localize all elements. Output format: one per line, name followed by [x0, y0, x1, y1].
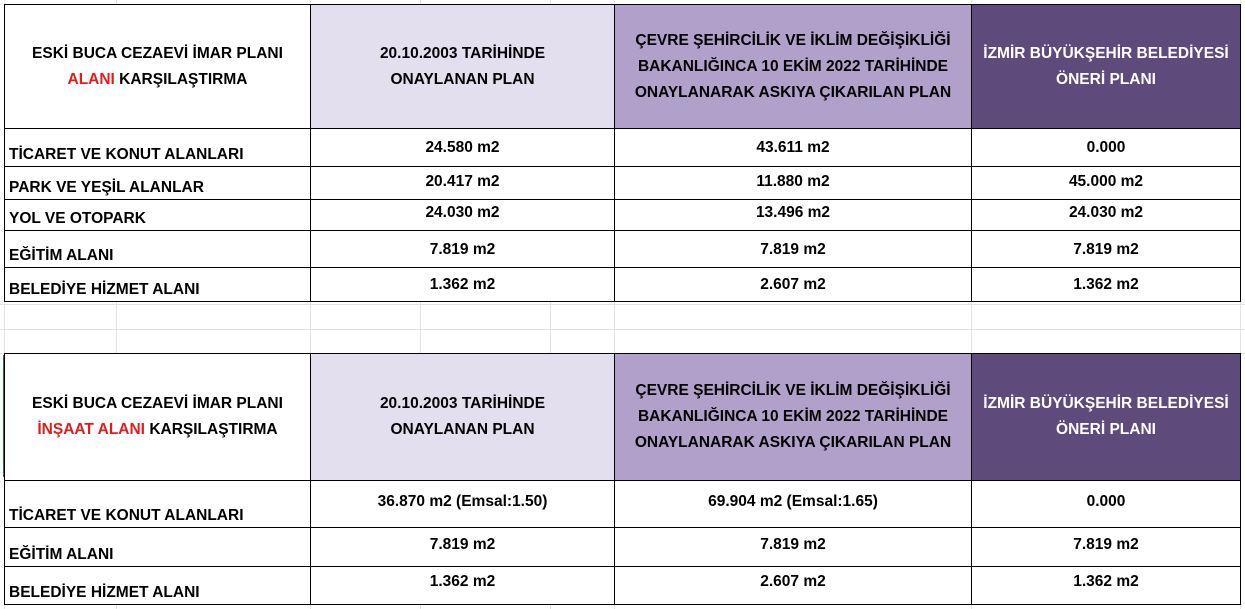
row-label: BELEDİYE HİZMET ALANI [9, 584, 200, 601]
row-label: TİCARET VE KONUT ALANLARI [9, 507, 244, 524]
table-row [5, 167, 1241, 200]
header-row [5, 354, 1241, 481]
value-cell[interactable]: 43.611 m2 [615, 129, 972, 167]
value-cell[interactable]: 7.819 m2 [972, 528, 1241, 567]
header-label: 20.10.2003 TARİHİNDE ONAYLANAN PLAN [379, 395, 546, 438]
value-cell[interactable]: 0.000 [972, 481, 1241, 528]
value-cell[interactable]: 24.030 m2 [972, 200, 1241, 231]
title-text: ESKİ BUCA CEZAEVİ İMAR PLANI [32, 44, 283, 62]
header-izmir-plan[interactable] [972, 354, 1241, 481]
row-label-cell[interactable] [5, 268, 311, 302]
header-ministry-plan[interactable] [615, 354, 972, 481]
row-label: YOL VE OTOPARK [9, 210, 146, 227]
value-cell[interactable]: 45.000 m2 [972, 167, 1241, 200]
title-highlight: İNŞAAT ALANI [37, 421, 145, 438]
row-label-cell[interactable] [5, 481, 311, 528]
value-cell[interactable]: 7.819 m2 [615, 528, 972, 567]
value-cell[interactable]: 2.607 m2 [615, 567, 972, 605]
title-text: ESKİ BUCA CEZAEVİ İMAR PLANI [32, 395, 283, 412]
value-cell[interactable]: 69.904 m2 (Emsal:1.65) [615, 481, 972, 528]
value-cell[interactable]: 7.819 m2 [311, 231, 615, 268]
value-cell[interactable]: 1.362 m2 [972, 268, 1241, 302]
row-label-cell[interactable] [5, 231, 311, 268]
table-row [5, 129, 1241, 167]
value-cell[interactable]: 7.819 m2 [615, 231, 972, 268]
value-cell[interactable]: 24.580 m2 [311, 129, 615, 167]
header-label: İZMİR BÜYÜKŞEHİR BELEDİYESİ ÖNERİ PLANI [983, 44, 1229, 88]
row-label: EĞİTİM ALANI [9, 546, 114, 563]
row-label-cell[interactable] [5, 167, 311, 200]
header-label: 20.10.2003 TARİHİNDE ONAYLANAN PLAN [379, 44, 546, 88]
row-label: EĞİTİM ALANI [9, 247, 114, 264]
title-highlight: ALANI [67, 70, 115, 88]
value-cell[interactable]: 36.870 m2 (Emsal:1.50) [311, 481, 615, 528]
header-2003-plan[interactable] [311, 5, 615, 129]
table-row [5, 481, 1241, 528]
row-label-cell[interactable] [5, 528, 311, 567]
header-2003-plan[interactable] [311, 354, 615, 481]
title-suffix: KARŞILAŞTIRMA [119, 70, 248, 88]
row-label: BELEDİYE HİZMET ALANI [9, 281, 200, 298]
header-izmir-plan[interactable] [972, 5, 1241, 129]
value-cell[interactable]: 1.362 m2 [311, 268, 615, 302]
row-label-cell[interactable] [5, 200, 311, 231]
row-label: PARK VE YEŞİL ALANLAR [9, 179, 204, 196]
table-row [5, 200, 1241, 231]
table-title-cell[interactable] [5, 354, 311, 481]
value-cell[interactable]: 24.030 m2 [311, 200, 615, 231]
value-cell[interactable]: 7.819 m2 [972, 231, 1241, 268]
table-row [5, 268, 1241, 302]
header-ministry-plan[interactable] [615, 5, 972, 129]
header-label: İZMİR BÜYÜKŞEHİR BELEDİYESİ ÖNERİ PLANI [983, 395, 1229, 438]
value-cell[interactable]: 13.496 m2 [615, 200, 972, 231]
table-row [5, 231, 1241, 268]
row-label-cell[interactable] [5, 129, 311, 167]
table-title-cell[interactable] [5, 5, 311, 129]
value-cell[interactable]: 11.880 m2 [615, 167, 972, 200]
header-label: ÇEVRE ŞEHİRCİLİK VE İKLİM DEĞİŞİKLİĞİ BAKANLIĞINCA 10 EKİM 2022 TARİHİNDE ONAYLANARAK ASKIYA ÇIKARILAN PLAN [634, 382, 952, 451]
value-cell[interactable]: 1.362 m2 [311, 567, 615, 605]
row-label-cell[interactable] [5, 567, 311, 605]
title-suffix: KARŞILAŞTIRMA [149, 421, 278, 438]
value-cell[interactable]: 20.417 m2 [311, 167, 615, 200]
value-cell[interactable]: 1.362 m2 [972, 567, 1241, 605]
value-cell[interactable]: 7.819 m2 [311, 528, 615, 567]
value-cell[interactable]: 0.000 [972, 129, 1241, 167]
construction-area-comparison-table [4, 353, 1241, 605]
header-row [5, 5, 1241, 129]
table-row [5, 528, 1241, 567]
table-row [5, 567, 1241, 605]
header-label: ÇEVRE ŞEHİRCİLİK VE İKLİM DEĞİŞİKLİĞİ BAKANLIĞINCA 10 EKİM 2022 TARİHİNDE ONAYLANARAK ASKIYA ÇIKARILAN PLAN [634, 31, 952, 101]
area-comparison-table [4, 4, 1241, 302]
row-label: TİCARET VE KONUT ALANLARI [9, 146, 244, 163]
value-cell[interactable]: 2.607 m2 [615, 268, 972, 302]
